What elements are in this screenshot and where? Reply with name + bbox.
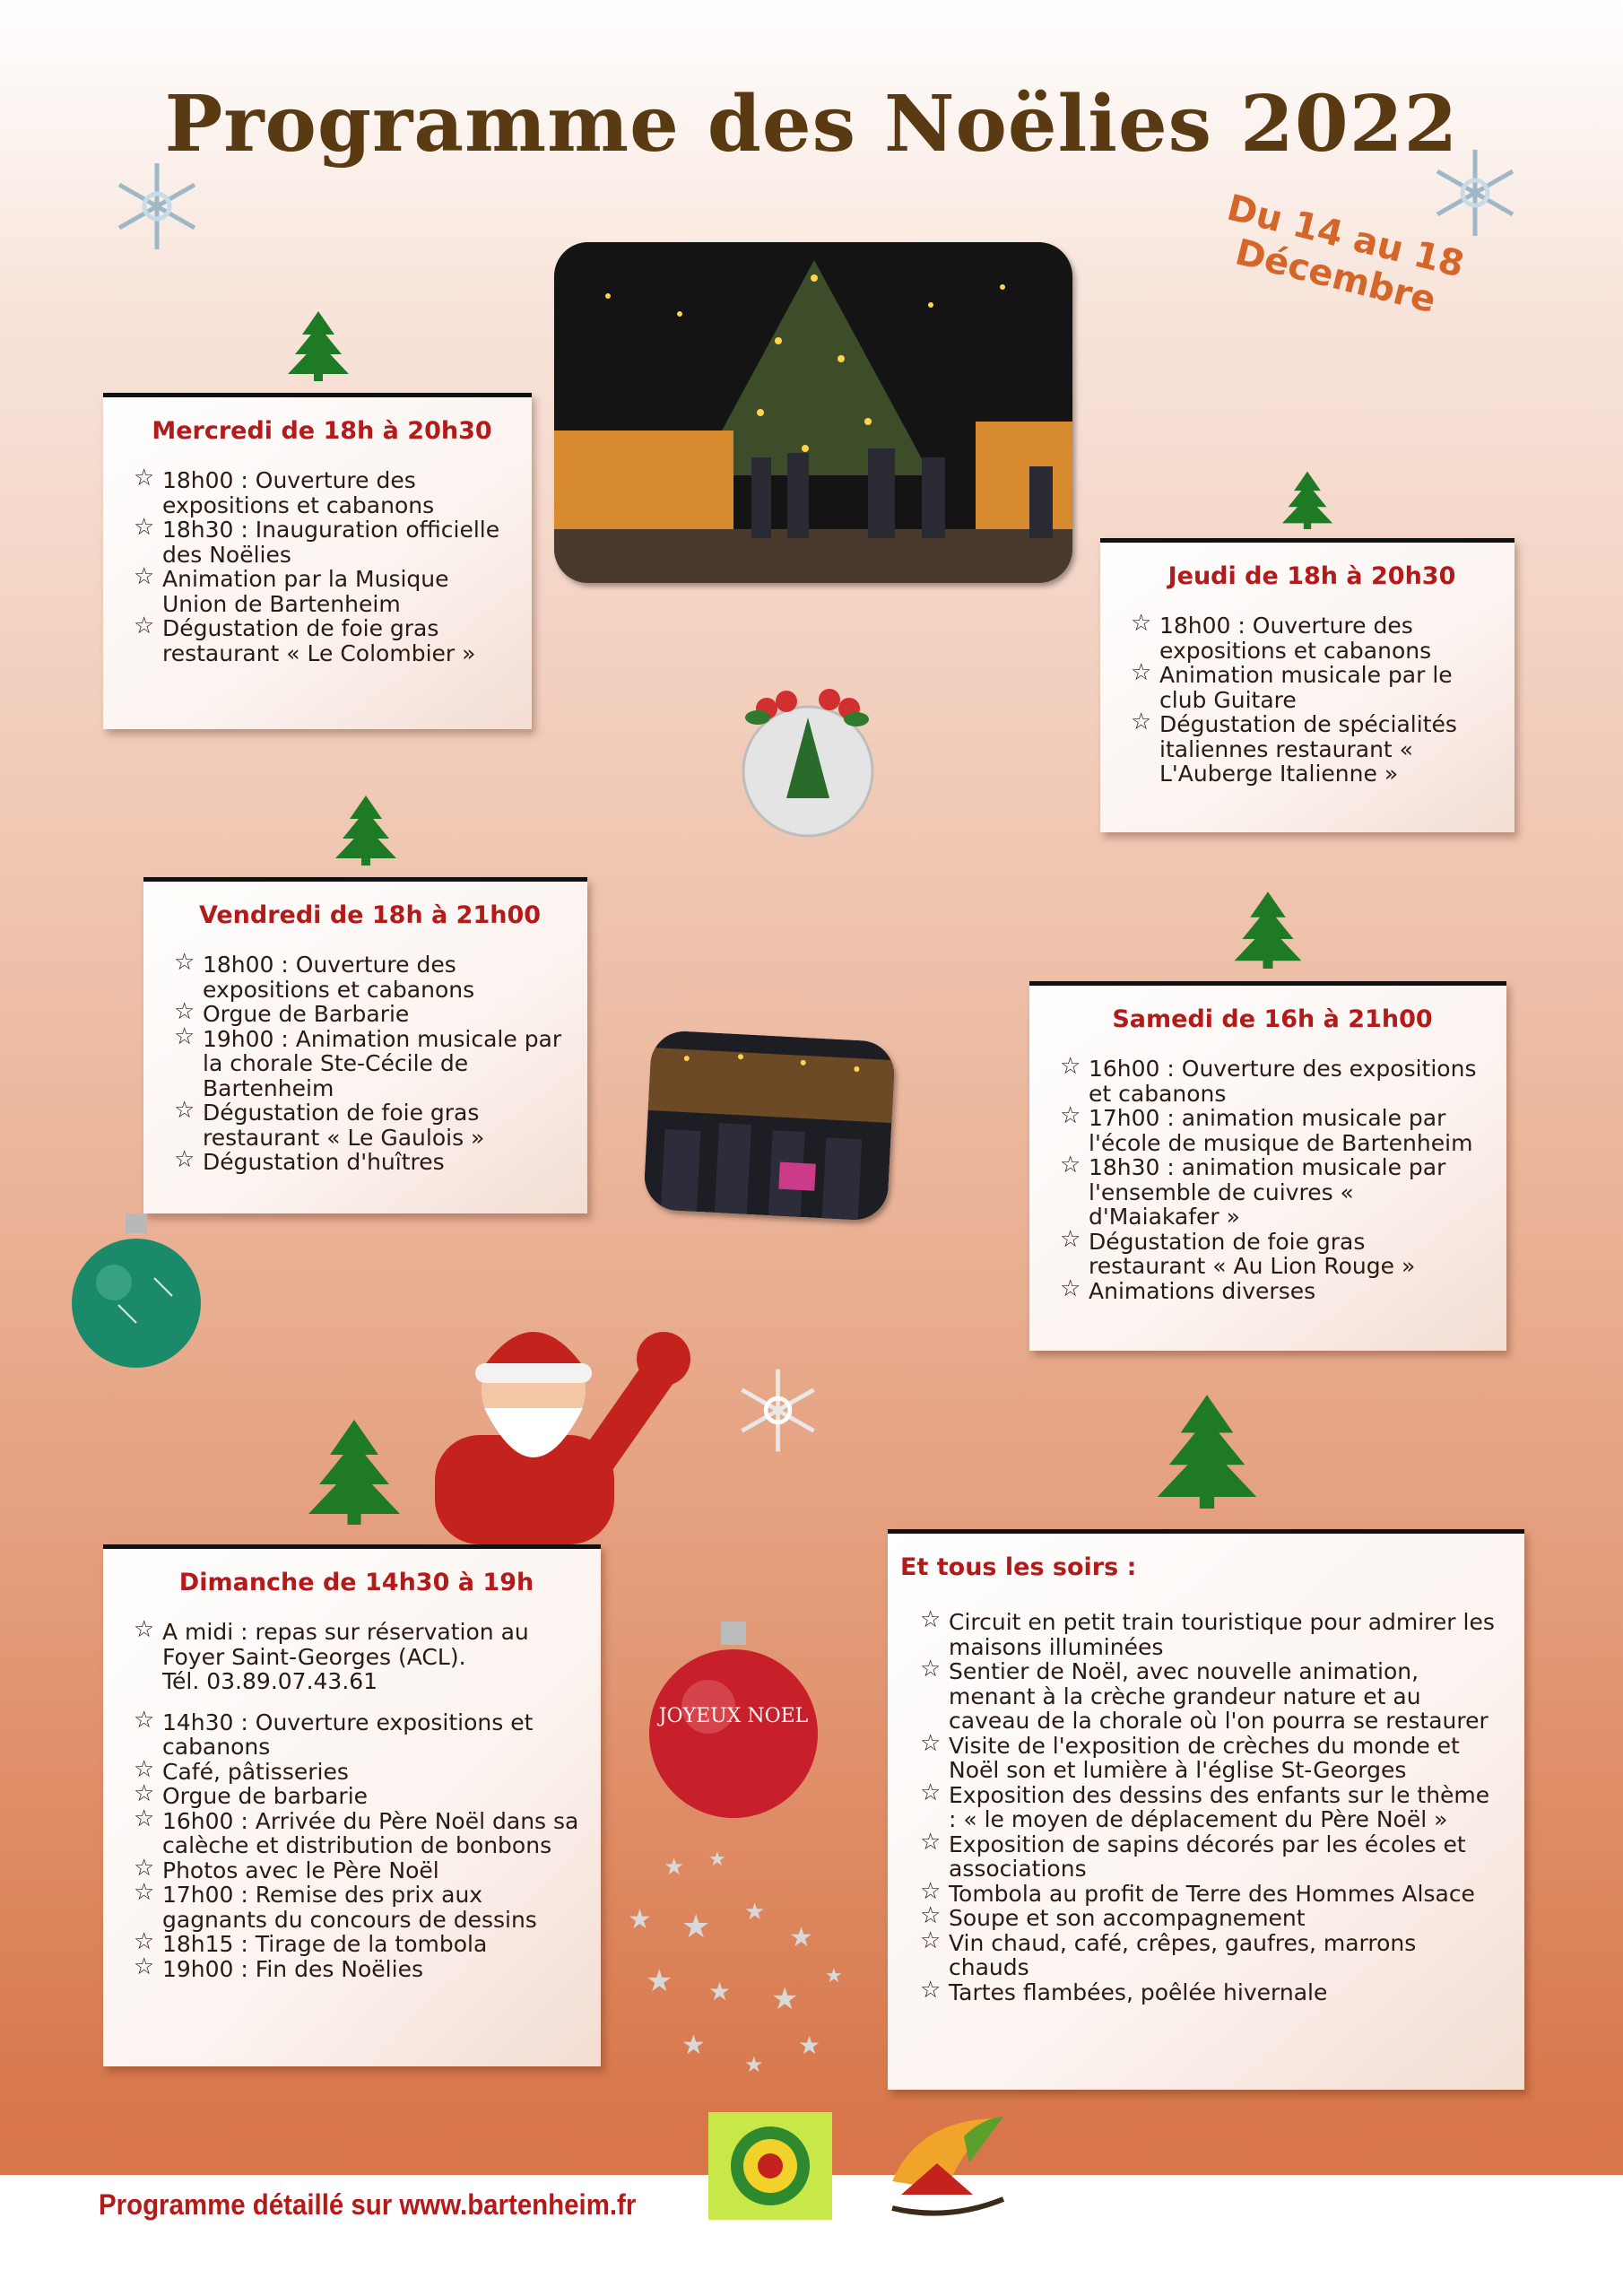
list-item: ☆ 18h00 : Ouverture des expositions et cabanons: [1131, 613, 1493, 663]
santa-claus-icon: [408, 1309, 704, 1544]
list-item: ☆ 14h30 : Ouverture expositions et cabanons: [134, 1710, 579, 1760]
list-item: ☆ Animation par la Musique Union de Bartenheim: [134, 567, 510, 616]
snowflake-icon: [108, 157, 206, 256]
list-item: ☆ Orgue de barbarie: [134, 1784, 579, 1809]
list-item: ☆ Exposition de sapins décorés par les écoles et associations: [920, 1832, 1503, 1882]
list-item: ☆ 16h00 : Ouverture des expositions et cabanons: [1060, 1057, 1485, 1106]
day-heading: Et tous les soirs :: [900, 1553, 1137, 1581]
svg-text:★: ★: [789, 1922, 813, 1953]
svg-text:★: ★: [628, 1904, 652, 1935]
phone-number: Tél. 03.89.07.43.61: [162, 1668, 378, 1694]
list-item: ☆ Dégustation de foie gras restaurant « Le Gaulois »: [174, 1100, 566, 1150]
list-item: ☆ 18h15 : Tirage de la tombola: [134, 1932, 579, 1957]
ornament-icon: [731, 682, 883, 843]
list-item: ☆ Dégustation de spécialités italiennes restaurant « L'Auberge Italienne »: [1131, 712, 1493, 787]
day-box-vendredi: [143, 877, 587, 1213]
christmas-tree-icon: [300, 1417, 408, 1525]
svg-text:★: ★: [744, 1899, 766, 1926]
day-heading: Vendredi de 18h à 21h00: [198, 901, 542, 929]
nightly-box: [888, 1529, 1524, 2090]
day-box-dimanche: [103, 1544, 601, 2066]
day-heading: Jeudi de 18h à 20h30: [1167, 562, 1456, 590]
list-item: ☆ Tombola au profit de Terre des Hommes Alsace: [920, 1882, 1503, 1907]
list-item: ☆ Dégustation d'huîtres: [174, 1150, 566, 1175]
day-box-samedi: [1029, 981, 1506, 1351]
event-dates: Du 14 au 18 Décembre: [1222, 187, 1469, 322]
list-item: ☆ Sentier de Noël, avec nouvelle animation, menant à la crèche grandeur nature et au caveau de la chorale où l'on pourra se restaurer: [920, 1659, 1503, 1734]
day-heading: Samedi de 16h à 21h00: [1112, 1005, 1433, 1033]
list-item: ☆ Café, pâtisseries: [134, 1760, 579, 1785]
list-item: ☆ Dégustation de foie gras restaurant « Au Lion Rouge »: [1060, 1230, 1485, 1279]
svg-text:★: ★: [646, 1963, 673, 1999]
ornament-text: JOYEUX NOEL: [658, 1705, 809, 1727]
day-heading: Mercredi de 18h à 20h30: [152, 417, 492, 445]
list-item: ☆ Tartes flambées, poêlée hivernale: [920, 1980, 1503, 2005]
list-item: ☆ Dégustation de foie gras restaurant « Le Colombier »: [134, 616, 510, 665]
list-item: ☆ 18h30 : Inauguration officielle des Noëlies: [134, 517, 510, 567]
svg-text:★: ★: [681, 1909, 711, 1945]
svg-text:★: ★: [825, 1965, 843, 1987]
stars-decoration-icon: [610, 1839, 861, 2090]
list-item: ☆ Animation musicale par le club Guitare: [1131, 663, 1493, 712]
christmas-tree-icon: [1278, 468, 1337, 531]
list-item: ☆ Photos avec le Père Noël: [134, 1858, 579, 1883]
list-item: ☆ 19h00 : Animation musicale par la chorale Ste-Cécile de Bartenheim: [174, 1027, 566, 1101]
christmas-tree-icon: [282, 309, 354, 381]
day-box-jeudi: [1100, 538, 1515, 832]
red-ornament-icon: [646, 1622, 821, 1828]
list-item: ☆ Orgue de Barbarie: [174, 1002, 566, 1027]
list-item: ☆ 19h00 : Fin des Noëlies: [134, 1957, 579, 1982]
christmas-tree-icon: [1228, 890, 1307, 969]
page-title: Programme des Noëlies 2022: [164, 79, 1459, 170]
list-item: ☆ 16h00 : Arrivée du Père Noël dans sa calèche et distribution de bonbons: [134, 1809, 579, 1858]
comite-des-fetes-logo: [708, 2112, 832, 2220]
snowflake-icon: [731, 1363, 825, 1457]
list-item: ☆ A midi : repas sur réservation au Foyer Saint-Georges (ACL).: [134, 1620, 579, 1669]
day-box-mercredi: [103, 393, 532, 729]
snowflake-icon: [1426, 144, 1524, 242]
list-item: ☆ 18h30 : animation musicale par l'ensemble de cuivres « d'Maiakafer »: [1060, 1155, 1485, 1230]
list-item: ☆ 18h00 : Ouverture des expositions et cabanons: [174, 952, 566, 1002]
christmas-tree-icon: [1148, 1392, 1266, 1509]
market-photo: [554, 242, 1072, 583]
christmas-tree-icon: [330, 794, 402, 865]
commune-bartenheim-logo: [883, 2109, 1012, 2222]
svg-text:★: ★: [664, 1854, 685, 1881]
svg-text:★: ★: [771, 1981, 799, 2017]
list-item: ☆ 18h00 : Ouverture des expositions et cabanons: [134, 468, 510, 517]
list-item: ☆ Animations diverses: [1060, 1279, 1485, 1304]
band-photo: [643, 1030, 896, 1222]
svg-text:★: ★: [708, 1977, 732, 2006]
list-item: ☆ Exposition des dessins des enfants sur le thème : « le moyen de déplacement du Père Noël »: [920, 1783, 1503, 1832]
svg-text:★: ★: [708, 1848, 726, 1871]
list-item: ☆ 17h00 : Remise des prix aux gagnants du concours de dessins: [134, 1883, 579, 1932]
list-item: ☆ Soupe et son accompagnement: [920, 1906, 1503, 1931]
list-item: ☆ Visite de l'exposition de crèches du monde et Noël son et lumière à l'église St-Georges: [920, 1734, 1503, 1783]
svg-text:★: ★: [798, 2031, 821, 2060]
list-item: ☆ Circuit en petit train touristique pour admirer les maisons illuminées: [920, 1610, 1503, 1659]
svg-text:★: ★: [744, 2052, 764, 2077]
website-link[interactable]: Programme détaillé sur www.bartenheim.fr: [99, 2188, 637, 2221]
green-ornament-icon: [65, 1206, 208, 1372]
list-item: ☆ Vin chaud, café, crêpes, gaufres, marrons chauds: [920, 1931, 1503, 1980]
list-item: ☆ 17h00 : animation musicale par l'école de musique de Bartenheim: [1060, 1106, 1485, 1155]
day-heading: Dimanche de 14h30 à 19h: [178, 1569, 534, 1596]
svg-text:★: ★: [681, 2030, 706, 2061]
